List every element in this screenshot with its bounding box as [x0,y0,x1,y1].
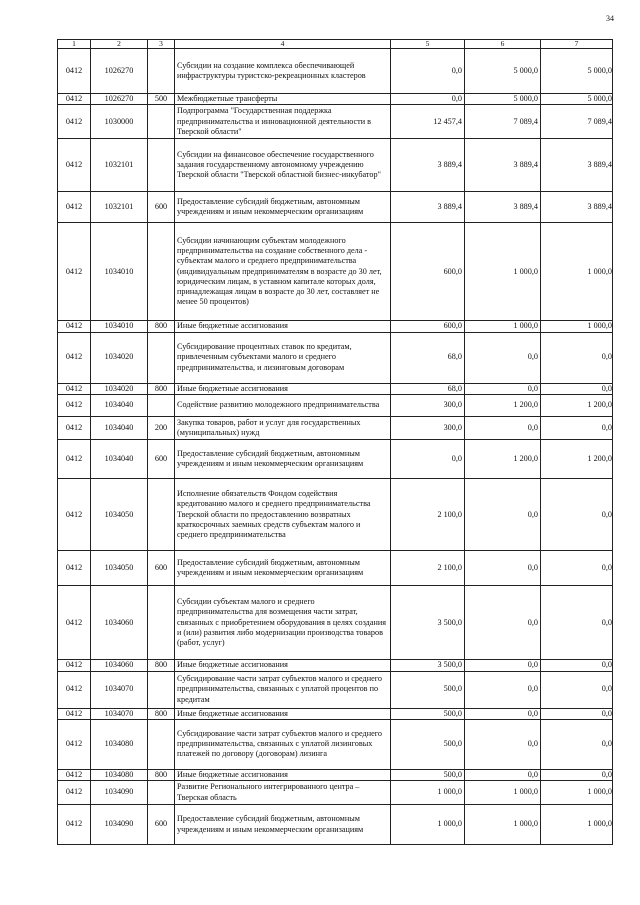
amount-col6-cell: 1 000,0 [465,321,541,332]
item-name-cell: Иные бюджетные ассигнования [175,660,391,671]
item-name-cell: Предоставление субсидий бюджетным, автономным учреждениям и иным некоммерческим организациям [175,805,391,845]
amount-col7-cell: 0,0 [541,383,613,394]
expense-type-cell: 800 [148,660,175,671]
expense-type-cell [148,105,175,139]
column-header: 7 [541,40,613,49]
amount-col7-cell: 0,0 [541,551,613,586]
table-row [58,440,613,479]
table-row [58,192,613,223]
amount-col7-cell: 3 889,4 [541,139,613,192]
table-row [58,394,613,416]
amount-col7-cell: 1 000,0 [541,805,613,845]
amount-col6-cell: 0,0 [465,769,541,780]
amount-col7-cell: 1 200,0 [541,440,613,479]
amount-col5-cell: 500,0 [391,769,465,780]
item-name-cell: Субсидии начинающим субъектам молодежного предпринимательства на создание собственного дела - субъектам малого и среднего предпринимательства (индивидуальным предпринимателям в возрасте до 30 лет, юридическим лицам, в уставном капитале которых доля, принадлежащая лицам в возрасте до 30 лет, составляет не менее 50 процентов) [175,223,391,321]
amount-col5-cell: 3 500,0 [391,660,465,671]
section-code-cell: 0412 [58,719,91,769]
amount-col7-cell: 5 000,0 [541,94,613,105]
expense-type-cell: 800 [148,321,175,332]
table-row [58,660,613,671]
amount-col7-cell: 0,0 [541,769,613,780]
section-code-cell: 0412 [58,660,91,671]
amount-col6-cell: 1 200,0 [465,440,541,479]
column-header: 2 [91,40,148,49]
amount-col5-cell: 1 000,0 [391,781,465,805]
amount-col5-cell: 0,0 [391,440,465,479]
amount-col6-cell: 0,0 [465,416,541,440]
section-code-cell: 0412 [58,94,91,105]
section-code-cell: 0412 [58,49,91,94]
budget-table [57,39,613,845]
amount-col7-cell: 0,0 [541,332,613,383]
amount-col5-cell: 2 100,0 [391,479,465,551]
expense-type-cell [148,781,175,805]
expense-type-cell [148,586,175,660]
amount-col6-cell: 0,0 [465,719,541,769]
item-name-cell: Закупка товаров, работ и услуг для государственных (муниципальных) нужд [175,416,391,440]
section-code-cell: 0412 [58,394,91,416]
table-row [58,383,613,394]
section-code-cell: 0412 [58,805,91,845]
target-article-cell: 1026270 [91,49,148,94]
item-name-cell: Субсидии на финансовое обеспечение государственного задания государственному автономному учреждению Тверской области "Тверской областной бизнес-инкубатор" [175,139,391,192]
amount-col6-cell: 0,0 [465,708,541,719]
table-row [58,105,613,139]
section-code-cell: 0412 [58,383,91,394]
column-header: 1 [58,40,91,49]
item-name-cell: Подпрограмма "Государственная поддержка предпринимательства и инновационной деятельности в Тверской области" [175,105,391,139]
section-code-cell: 0412 [58,479,91,551]
amount-col7-cell: 1 000,0 [541,223,613,321]
amount-col7-cell: 0,0 [541,708,613,719]
amount-col6-cell: 0,0 [465,479,541,551]
table-row [58,769,613,780]
section-code-cell: 0412 [58,223,91,321]
amount-col6-cell: 1 200,0 [465,394,541,416]
amount-col7-cell: 7 089,4 [541,105,613,139]
amount-col7-cell: 5 000,0 [541,49,613,94]
amount-col5-cell: 500,0 [391,708,465,719]
table-row [58,416,613,440]
section-code-cell: 0412 [58,105,91,139]
table-row [58,551,613,586]
amount-col7-cell: 0,0 [541,479,613,551]
amount-col7-cell: 0,0 [541,671,613,708]
target-article-cell: 1034020 [91,332,148,383]
amount-col6-cell: 3 889,4 [465,192,541,223]
amount-col6-cell: 5 000,0 [465,49,541,94]
amount-col5-cell: 500,0 [391,671,465,708]
section-code-cell: 0412 [58,416,91,440]
expense-type-cell [148,394,175,416]
target-article-cell: 1034050 [91,479,148,551]
target-article-cell: 1034040 [91,394,148,416]
expense-type-cell [148,719,175,769]
target-article-cell: 1030000 [91,105,148,139]
table-row [58,671,613,708]
section-code-cell: 0412 [58,671,91,708]
item-name-cell: Исполнение обязательств Фондом содействия кредитованию малого и среднего предпринимательства Тверской области по предоставлению возвратных краткосрочных заемных средств субъектам малого и среднего предпринимательства [175,479,391,551]
amount-col5-cell: 1 000,0 [391,805,465,845]
target-article-cell: 1034070 [91,708,148,719]
table-row [58,223,613,321]
expense-type-cell: 600 [148,440,175,479]
table-row [58,781,613,805]
expense-type-cell: 600 [148,805,175,845]
amount-col5-cell: 300,0 [391,416,465,440]
section-code-cell: 0412 [58,321,91,332]
table-body [58,49,613,845]
section-code-cell: 0412 [58,586,91,660]
expense-type-cell: 800 [148,383,175,394]
item-name-cell: Развитие Регионального интегрированного центра – Тверская область [175,781,391,805]
target-article-cell: 1032101 [91,139,148,192]
amount-col6-cell: 5 000,0 [465,94,541,105]
section-code-cell: 0412 [58,332,91,383]
amount-col5-cell: 12 457,4 [391,105,465,139]
expense-type-cell: 800 [148,769,175,780]
item-name-cell: Межбюджетные трансферты [175,94,391,105]
table-row [58,586,613,660]
expense-type-cell [148,671,175,708]
amount-col6-cell: 0,0 [465,671,541,708]
section-code-cell: 0412 [58,139,91,192]
section-code-cell: 0412 [58,781,91,805]
amount-col5-cell: 3 889,4 [391,139,465,192]
expense-type-cell [148,49,175,94]
item-name-cell: Предоставление субсидий бюджетным, автономным учреждениям и иным некоммерческим организациям [175,440,391,479]
expense-type-cell: 500 [148,94,175,105]
expense-type-cell [148,139,175,192]
section-code-cell: 0412 [58,440,91,479]
column-header: 3 [148,40,175,49]
amount-col5-cell: 2 100,0 [391,551,465,586]
table-row [58,805,613,845]
table-row [58,321,613,332]
table-row [58,708,613,719]
amount-col5-cell: 600,0 [391,321,465,332]
target-article-cell: 1034060 [91,586,148,660]
expense-type-cell [148,479,175,551]
item-name-cell: Предоставление субсидий бюджетным, автономным учреждениям и иным некоммерческим организациям [175,551,391,586]
target-article-cell: 1034050 [91,551,148,586]
item-name-cell: Субсидирование процентных ставок по кредитам, привлеченным субъектами малого и среднего предпринимательства, и лизинговым договорам [175,332,391,383]
amount-col5-cell: 0,0 [391,49,465,94]
item-name-cell: Субсидирование части затрат субъектов малого и среднего предпринимательства, связанных с уплатой процентов по кредитам [175,671,391,708]
column-number-row [58,40,613,49]
amount-col7-cell: 0,0 [541,586,613,660]
item-name-cell: Иные бюджетные ассигнования [175,383,391,394]
amount-col6-cell: 0,0 [465,383,541,394]
table-row [58,332,613,383]
amount-col5-cell: 500,0 [391,719,465,769]
amount-col5-cell: 68,0 [391,383,465,394]
target-article-cell: 1034070 [91,671,148,708]
expense-type-cell: 800 [148,708,175,719]
table-row [58,139,613,192]
amount-col6-cell: 0,0 [465,586,541,660]
amount-col7-cell: 0,0 [541,416,613,440]
column-header: 5 [391,40,465,49]
amount-col7-cell: 3 889,4 [541,192,613,223]
table-row [58,49,613,94]
item-name-cell: Субсидии на создание комплекса обеспечивающей инфраструктуры туристско-рекреационных кластеров [175,49,391,94]
amount-col7-cell: 1 000,0 [541,321,613,332]
item-name-cell: Иные бюджетные ассигнования [175,708,391,719]
amount-col6-cell: 0,0 [465,332,541,383]
item-name-cell: Субсидии субъектам малого и среднего предпринимательства для возмещения части затрат, связанных с приобретением оборудования в целях создания и (или) развития либо модернизации производства товаров (работ, услуг) [175,586,391,660]
item-name-cell: Предоставление субсидий бюджетным, автономным учреждениям и иным некоммерческим организациям [175,192,391,223]
target-article-cell: 1034090 [91,805,148,845]
amount-col5-cell: 3 500,0 [391,586,465,660]
item-name-cell: Содействие развитию молодежного предпринимательства [175,394,391,416]
amount-col5-cell: 3 889,4 [391,192,465,223]
amount-col7-cell: 0,0 [541,719,613,769]
expense-type-cell [148,223,175,321]
table-row [58,94,613,105]
section-code-cell: 0412 [58,769,91,780]
target-article-cell: 1034010 [91,223,148,321]
item-name-cell: Субсидирование части затрат субъектов малого и среднего предпринимательства, связанных с уплатой лизинговых платежей по договору (договорам) лизинга [175,719,391,769]
section-code-cell: 0412 [58,708,91,719]
item-name-cell: Иные бюджетные ассигнования [175,769,391,780]
amount-col7-cell: 1 200,0 [541,394,613,416]
table-row [58,479,613,551]
expense-type-cell: 200 [148,416,175,440]
target-article-cell: 1034080 [91,769,148,780]
amount-col7-cell: 1 000,0 [541,781,613,805]
amount-col5-cell: 300,0 [391,394,465,416]
expense-type-cell: 600 [148,192,175,223]
amount-col5-cell: 68,0 [391,332,465,383]
column-header: 6 [465,40,541,49]
amount-col5-cell: 0,0 [391,94,465,105]
section-code-cell: 0412 [58,192,91,223]
target-article-cell: 1026270 [91,94,148,105]
page-number: 34 [606,14,614,23]
target-article-cell: 1034080 [91,719,148,769]
section-code-cell: 0412 [58,551,91,586]
amount-col6-cell: 3 889,4 [465,139,541,192]
amount-col6-cell: 1 000,0 [465,223,541,321]
target-article-cell: 1034040 [91,440,148,479]
target-article-cell: 1032101 [91,192,148,223]
target-article-cell: 1034040 [91,416,148,440]
expense-type-cell: 600 [148,551,175,586]
amount-col6-cell: 7 089,4 [465,105,541,139]
amount-col7-cell: 0,0 [541,660,613,671]
amount-col6-cell: 0,0 [465,660,541,671]
amount-col6-cell: 1 000,0 [465,781,541,805]
amount-col5-cell: 600,0 [391,223,465,321]
target-article-cell: 1034060 [91,660,148,671]
column-header: 4 [175,40,391,49]
expense-type-cell [148,332,175,383]
item-name-cell: Иные бюджетные ассигнования [175,321,391,332]
target-article-cell: 1034010 [91,321,148,332]
amount-col6-cell: 0,0 [465,551,541,586]
target-article-cell: 1034090 [91,781,148,805]
amount-col6-cell: 1 000,0 [465,805,541,845]
table-row [58,719,613,769]
target-article-cell: 1034020 [91,383,148,394]
